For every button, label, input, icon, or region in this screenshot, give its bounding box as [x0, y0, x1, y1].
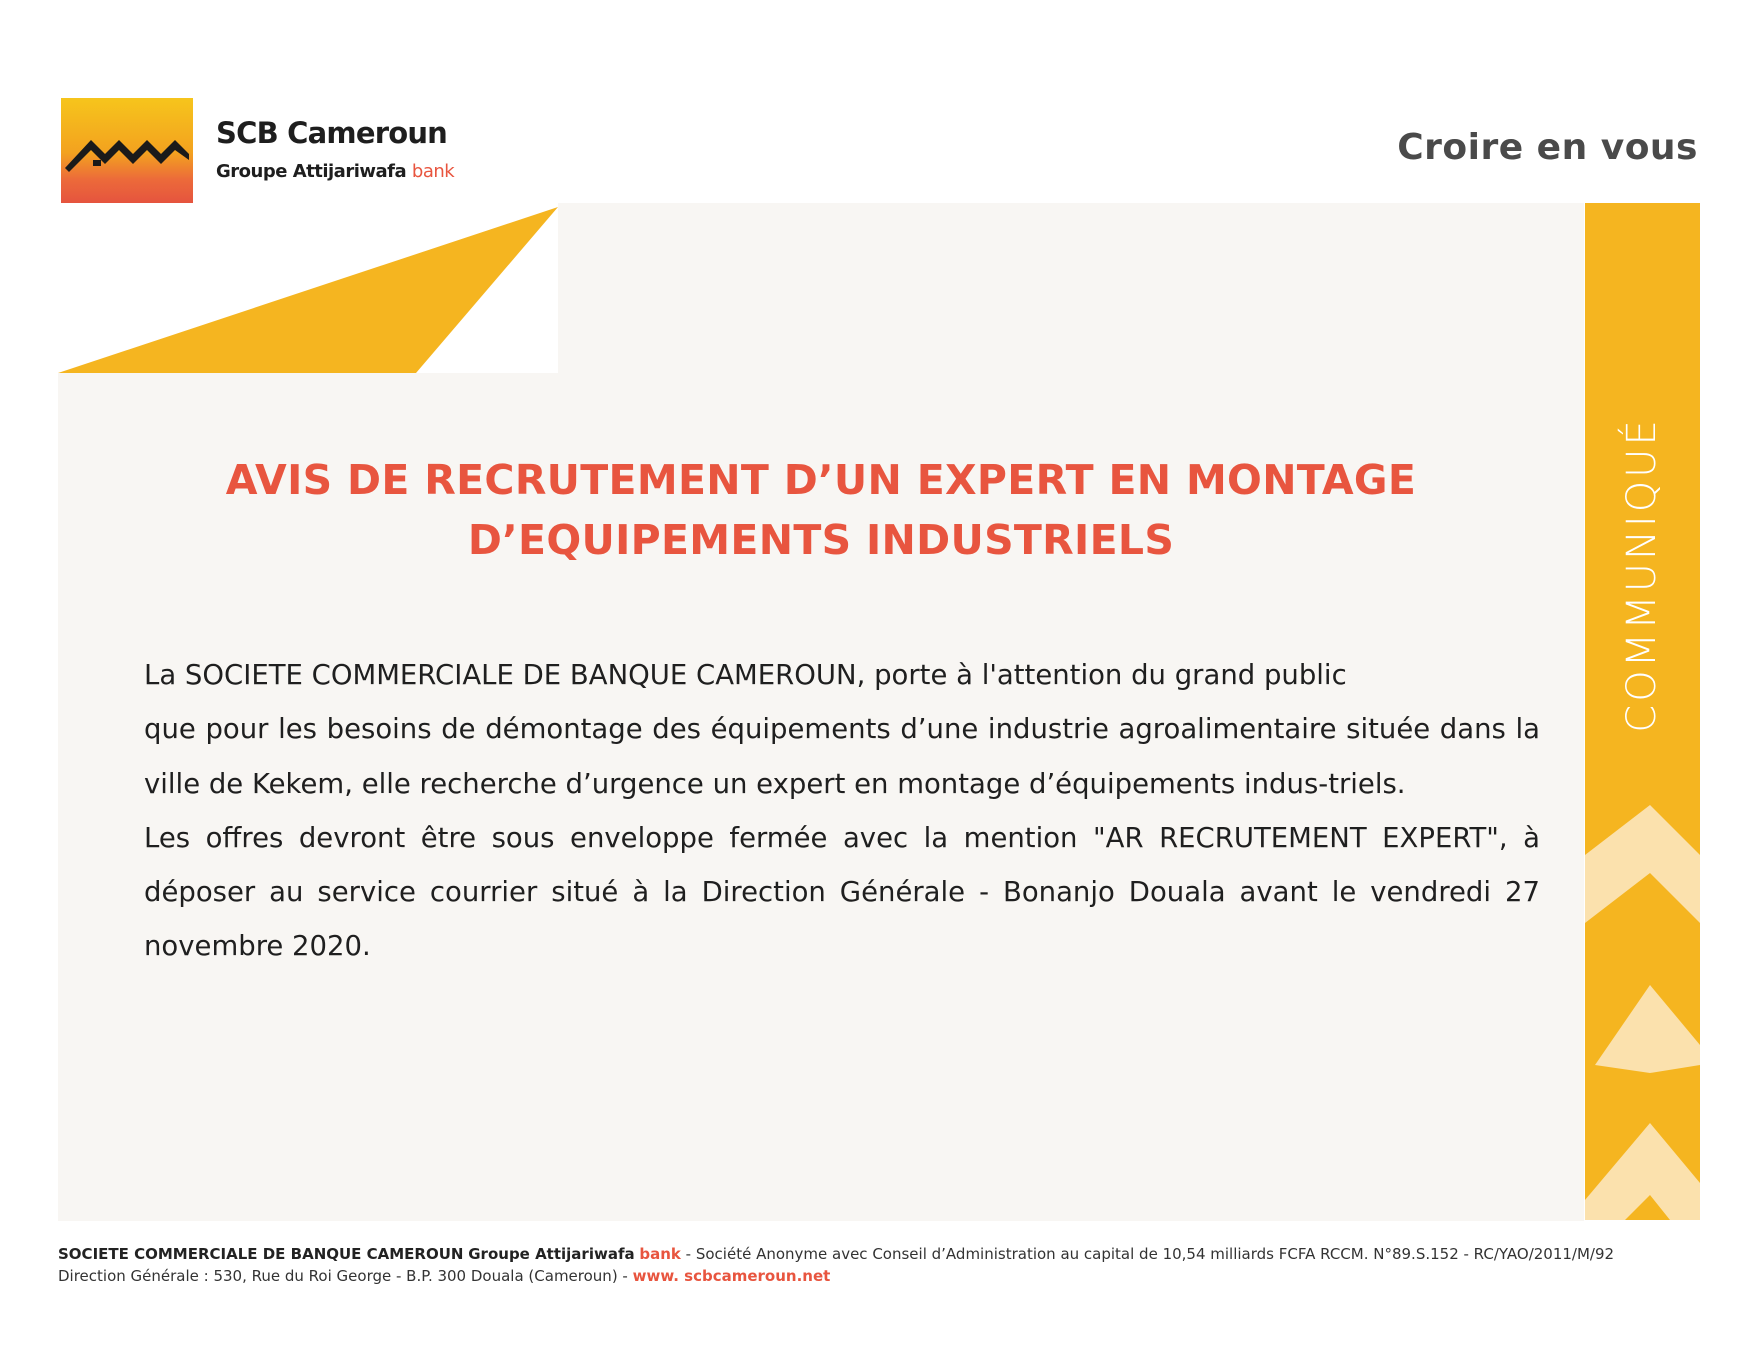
side-band	[1585, 203, 1700, 1220]
communique-label: COMMUNIQUÉ	[1619, 417, 1665, 733]
notice-paragraph-2: que pour les besoins de démontage des équipements d’une industrie agroalimentaire située dans la ville de Kekem, elle recherche d’urgence un expert en montage d’équipements indus-triels.	[144, 713, 1540, 800]
footer-line-1	[58, 1243, 1700, 1265]
slogan: Croire en vous	[1397, 127, 1698, 168]
legal-footer	[58, 1243, 1700, 1287]
yellow-wedge-decoration	[0, 0, 1750, 420]
footer-group-suffix: bank	[639, 1245, 681, 1263]
notice-title-line2: D’EQUIPEMENTS INDUSTRIELS	[467, 516, 1175, 564]
notice-title-line1: AVIS DE RECRUTEMENT D’UN EXPERT EN MONTAGE	[225, 456, 1417, 504]
notice-title	[58, 450, 1584, 570]
notice-paragraph-1: La SOCIETE COMMERCIALE DE BANQUE CAMEROUN, porte à l'attention du grand public	[144, 659, 1347, 691]
brand-name: SCB Cameroun	[216, 116, 448, 150]
footer-line-2	[58, 1265, 1700, 1287]
notice-body	[144, 648, 1540, 974]
footer-website-link[interactable]: www. scbcameroun.net	[632, 1267, 831, 1285]
footer-address: Direction Générale : 530, Rue du Roi George - B.P. 300 Douala (Cameroun) -	[58, 1267, 633, 1285]
footer-group: Groupe Attijariwafa	[468, 1245, 635, 1263]
brand-group-suffix: bank	[411, 161, 455, 182]
footer-company: SOCIETE COMMERCIALE DE BANQUE CAMEROUN	[58, 1245, 464, 1263]
footer-legal: - Société Anonyme avec Conseil d’Administration au capital de 10,54 milliards FCFA RCCM. N°89.S.152 - RC/YAO/2011/M/92	[680, 1245, 1615, 1263]
brand-group-main: Groupe Attijariwafa	[216, 161, 407, 182]
notice-paragraph-3: Les offres devront être sous enveloppe fermée avec la mention "AR RECRUTEMENT EXPERT", à déposer au service courrier situé à la Direction Générale - Bonanjo Douala avant le vendredi 27 novembre 2020.	[144, 821, 1540, 963]
